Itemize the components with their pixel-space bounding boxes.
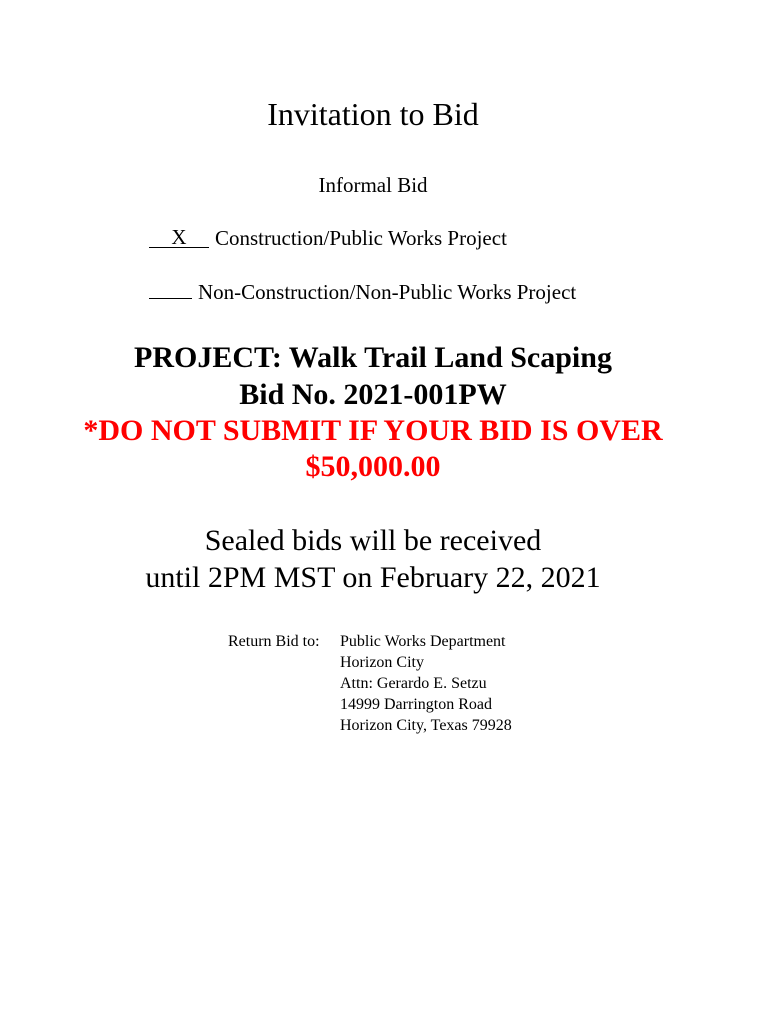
- return-address: [340, 631, 512, 736]
- bid-type-label: Informal Bid: [318, 173, 428, 197]
- project-name: PROJECT: Walk Trail Land Scaping: [134, 341, 612, 374]
- bid-limit-amount: $50,000.00: [305, 450, 441, 483]
- bid-number: Bid No. 2021-001PW: [239, 378, 507, 411]
- address-line: Horizon City, Texas 79928: [340, 717, 512, 734]
- option-construction-label: Construction/Public Works Project: [215, 226, 507, 250]
- option-nonconstruction: [149, 279, 576, 305]
- deadline-line-1: Sealed bids will be received: [204, 524, 542, 557]
- address-line: Public Works Department: [340, 633, 506, 650]
- option-nonconstruction-mark: [149, 280, 192, 299]
- address-line: Horizon City: [340, 654, 424, 671]
- address-line: 14999 Darrington Road: [340, 696, 492, 713]
- option-construction: [149, 225, 507, 251]
- deadline-line-2: until 2PM MST on February 22, 2021: [145, 561, 601, 594]
- address-line: Attn: Gerardo E. Setzu: [340, 675, 487, 692]
- bid-limit-warning: *DO NOT SUBMIT IF YOUR BID IS OVER: [83, 414, 663, 447]
- option-construction-mark: X: [149, 227, 209, 248]
- document-title: Invitation to Bid: [267, 96, 479, 132]
- option-nonconstruction-label: Non-Construction/Non-Public Works Project: [198, 280, 577, 304]
- return-bid-label: Return Bid to:: [228, 633, 320, 650]
